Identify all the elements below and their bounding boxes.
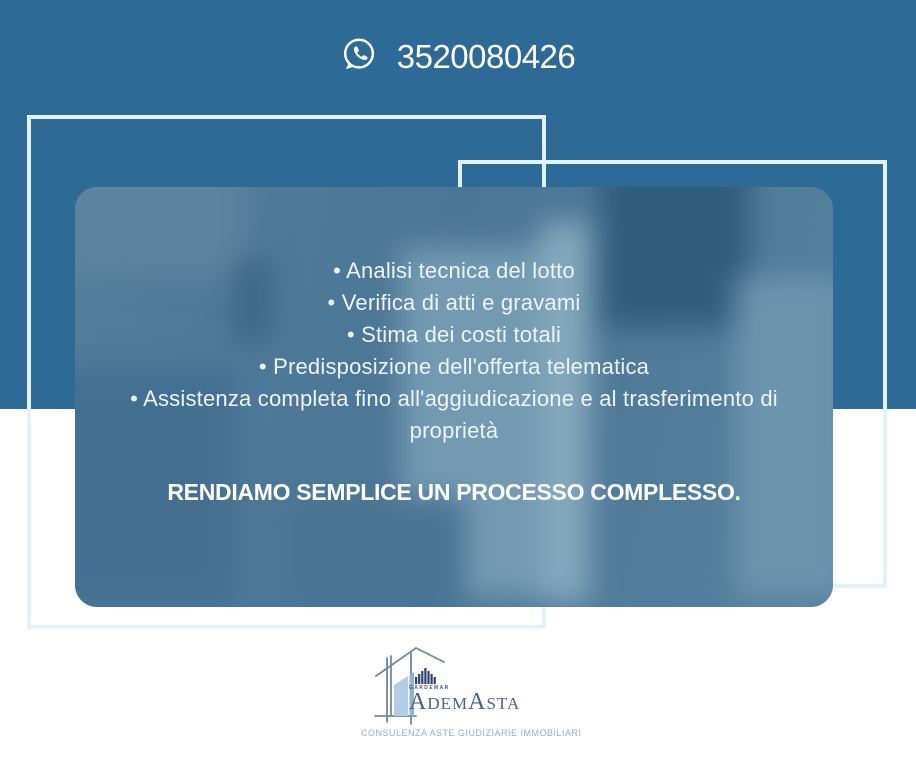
whatsapp-icon [341, 36, 377, 77]
brand-part: STA [486, 694, 521, 713]
brand-part: DEM [427, 694, 469, 713]
info-card [75, 187, 833, 607]
services-list [75, 255, 833, 508]
list-item: • Analisi tecnica del lotto [333, 258, 575, 283]
brand-logo [361, 644, 582, 740]
list-item: • Assistenza completa fino all'aggiudicazione e al trasferimento di proprietà [130, 386, 778, 443]
logo-mark-text: GARDEMAR [409, 685, 450, 691]
list-item: • Stima dei costi totali [346, 322, 562, 347]
brand-part: A [409, 689, 428, 715]
brand-name [409, 690, 520, 714]
list-item: • Predisposizione dell'offerta telematica [258, 354, 650, 379]
brand-part: A [468, 689, 487, 715]
phone-number: 3520080426 [396, 37, 576, 75]
list-item: • Verifica di atti e gravami [327, 290, 581, 315]
card-heading: RENDIAMO SEMPLICE UN PROCESSO COMPLESSO. [167, 479, 741, 505]
logo-tagline: CONSULENZA ASTE GIUDIZIARIE IMMOBILIARI [361, 728, 582, 738]
contact-row [0, 36, 916, 77]
